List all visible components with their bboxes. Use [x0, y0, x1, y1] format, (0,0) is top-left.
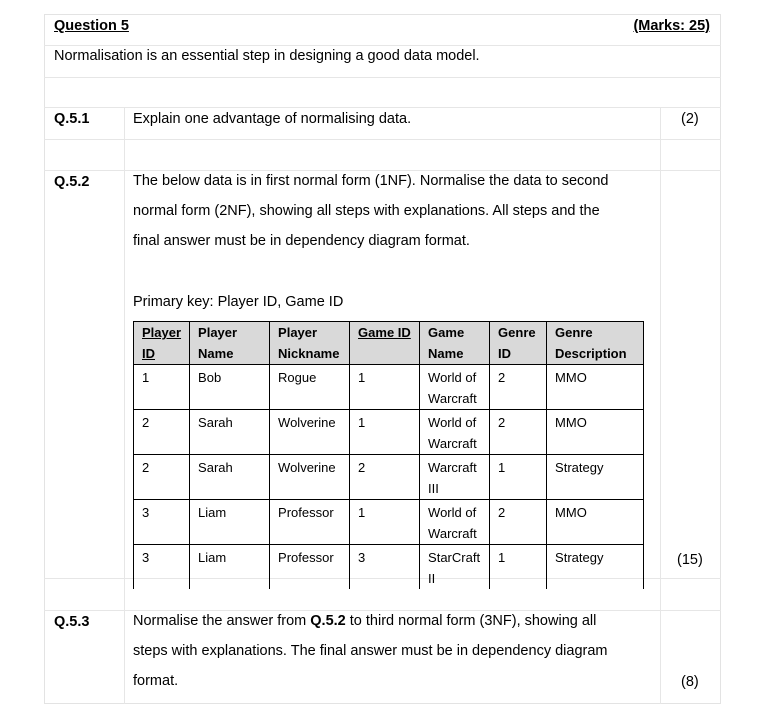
intro-text: Normalisation is an essential step in designing a good data model.	[54, 48, 480, 64]
q53-line: steps with explanations. The final answer must be in dependency diagram	[133, 643, 608, 659]
table-row	[134, 365, 644, 410]
cell-genre-description: MMO	[547, 410, 644, 455]
cell-player-nickname: Professor	[270, 500, 350, 545]
header-game-id: Game ID	[350, 322, 420, 365]
q52-marks: (15)	[677, 552, 703, 568]
cell-genre-id: 1	[490, 455, 547, 500]
q52-line: normal form (2NF), showing all steps with explanations. All steps and the	[133, 203, 600, 219]
cell-game-id: 1	[350, 500, 420, 545]
header-player-id: Player ID	[134, 322, 190, 365]
q53-line: format.	[133, 673, 179, 689]
column-divider	[124, 107, 125, 704]
cell-genre-description: MMO	[547, 500, 644, 545]
table-header-row	[134, 322, 644, 365]
divider	[44, 139, 721, 140]
header-genre-id: Genre ID	[490, 322, 547, 365]
cell-player-id: 3	[134, 500, 190, 545]
cell-genre-id: 1	[490, 545, 547, 590]
divider	[44, 107, 721, 108]
cell-genre-description: Strategy	[547, 455, 644, 500]
cell-player-name: Sarah	[190, 410, 270, 455]
cell-genre-id: 2	[490, 365, 547, 410]
q53-line: Normalise the answer from Q.5.2 to third normal form (3NF), showing all	[133, 613, 597, 629]
cell-player-nickname: Professor	[270, 545, 350, 590]
cell-player-name: Sarah	[190, 455, 270, 500]
cell-player-id: 2	[134, 455, 190, 500]
cell-player-id: 2	[134, 410, 190, 455]
cell-player-nickname: Wolverine	[270, 455, 350, 500]
table-row	[134, 500, 644, 545]
q52-line: final answer must be in dependency diagram format.	[133, 233, 470, 249]
cell-game-name: World of Warcraft	[420, 500, 490, 545]
q52-reference: Q.5.2	[310, 613, 346, 629]
cell-game-id: 1	[350, 365, 420, 410]
table-row	[134, 455, 644, 500]
divider	[44, 45, 721, 46]
q52-number: Q.5.2	[54, 174, 90, 190]
cell-genre-description: MMO	[547, 365, 644, 410]
header-genre-description: Genre Description	[547, 322, 644, 365]
cell-player-name: Liam	[190, 500, 270, 545]
cell-player-name: Bob	[190, 365, 270, 410]
cell-genre-id: 2	[490, 410, 547, 455]
q51-number: Q.5.1	[54, 111, 90, 127]
cell-game-name: World of Warcraft	[420, 365, 490, 410]
cell-genre-id: 2	[490, 500, 547, 545]
cell-genre-description: Strategy	[547, 545, 644, 590]
q51-text: Explain one advantage of normalising data.	[133, 111, 412, 127]
q53-text	[133, 606, 607, 696]
divider	[44, 77, 721, 78]
primary-key-label: Primary key: Player ID, Game ID	[133, 294, 344, 310]
header-player-name: Player Name	[190, 322, 270, 365]
table-row	[134, 545, 644, 590]
cell-game-name: Warcraft III	[420, 455, 490, 500]
cell-game-id: 2	[350, 455, 420, 500]
q53-marks: (8)	[681, 674, 699, 690]
cell-game-name: World of Warcraft	[420, 410, 490, 455]
header-game-name: Game Name	[420, 322, 490, 365]
total-marks: (Marks: 25)	[633, 18, 710, 34]
cell-game-name: StarCraft II	[420, 545, 490, 590]
q53-number: Q.5.3	[54, 614, 90, 630]
q51-marks: (2)	[681, 111, 699, 127]
cell-player-nickname: Wolverine	[270, 410, 350, 455]
cell-player-id: 3	[134, 545, 190, 590]
cell-game-id: 3	[350, 545, 420, 590]
cell-player-id: 1	[134, 365, 190, 410]
header-player-nickname: Player Nickname	[270, 322, 350, 365]
q52-text	[133, 166, 608, 256]
column-divider	[660, 107, 661, 704]
cell-player-nickname: Rogue	[270, 365, 350, 410]
cell-player-name: Liam	[190, 545, 270, 590]
table-row	[134, 410, 644, 455]
q52-line: The below data is in first normal form (1NF). Normalise the data to second	[133, 173, 609, 189]
cell-game-id: 1	[350, 410, 420, 455]
question-title: Question 5	[54, 18, 129, 34]
data-table	[133, 321, 644, 589]
